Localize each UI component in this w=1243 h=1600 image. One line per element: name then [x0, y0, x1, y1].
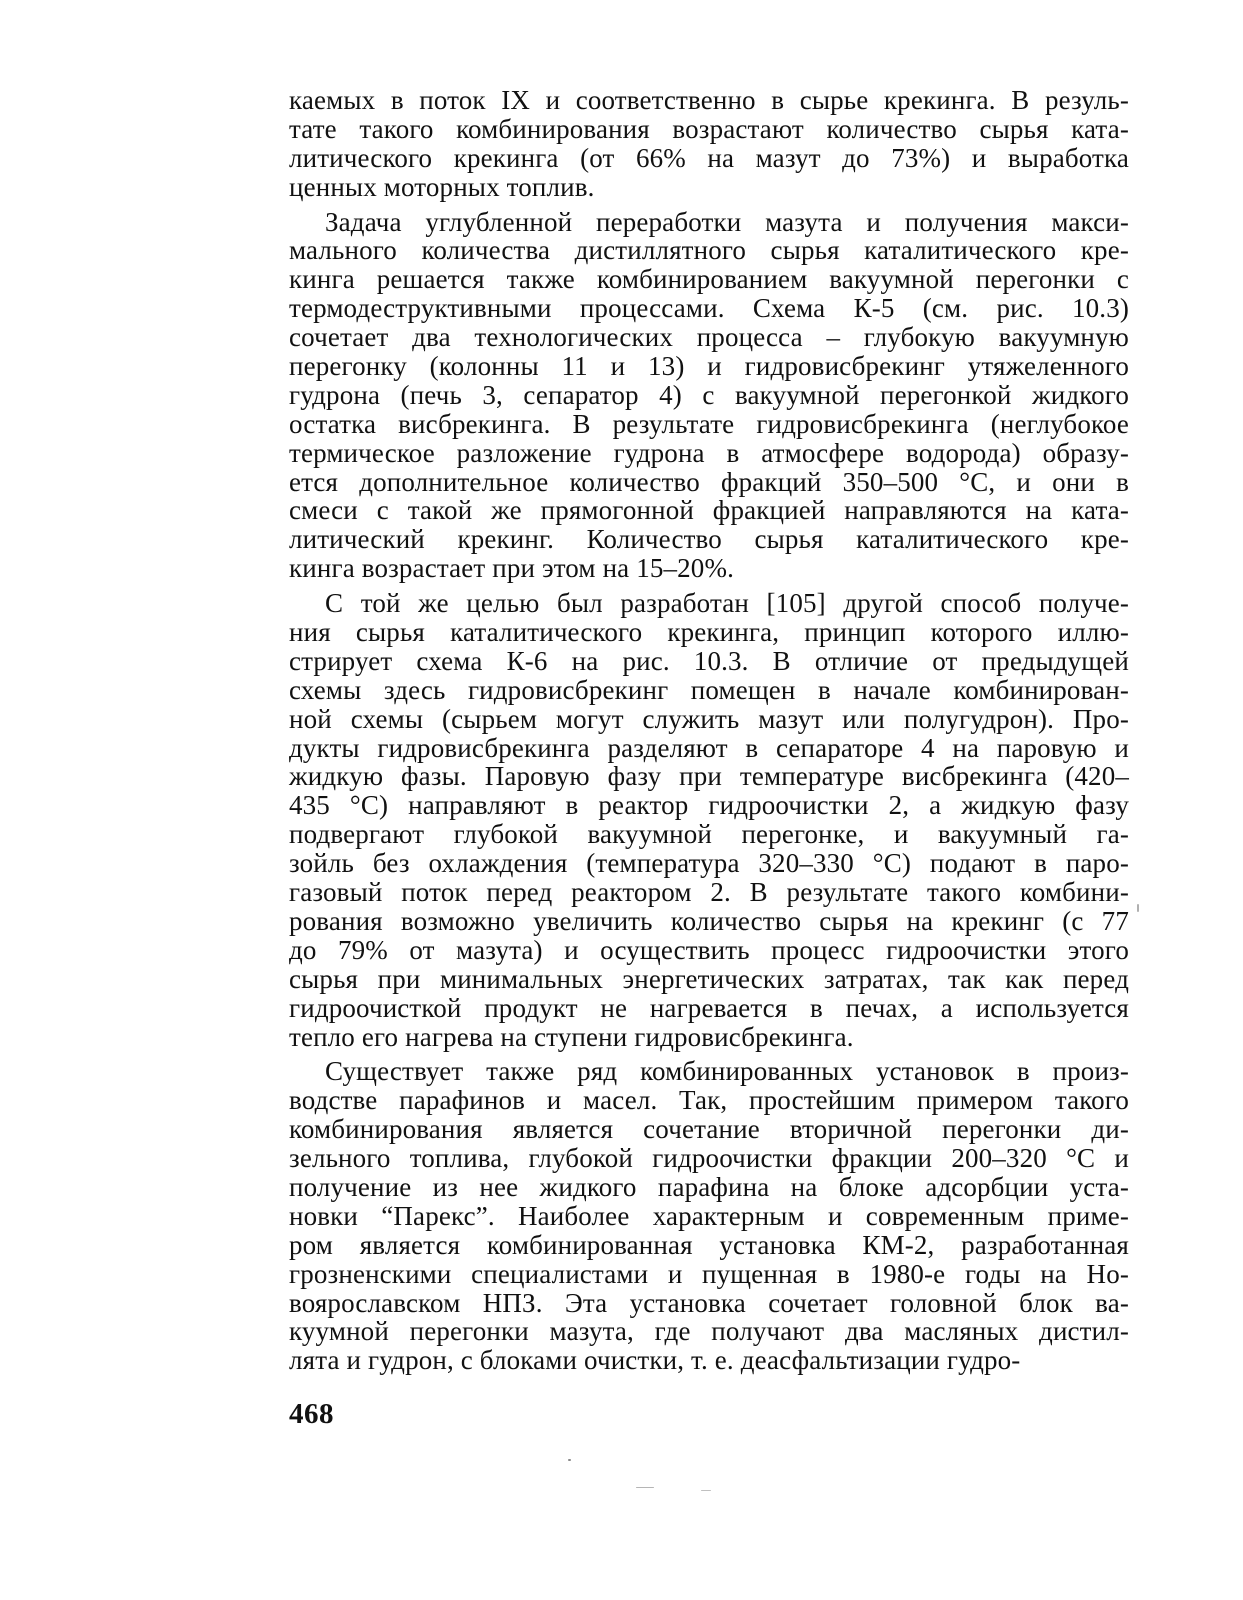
paragraph [289, 86, 1129, 202]
text-line: термодеструктивными процессами. Схема К-5 (см. рис. 10.3) [289, 293, 1129, 324]
scan-speck [636, 1487, 654, 1488]
text-line: литический крекинг. Количество сырья каталитического кре- [289, 524, 1129, 555]
paragraph [289, 208, 1129, 584]
text-line: перегонку (колонны 11 и 13) и гидровисбрекинг утяжеленного [289, 351, 1129, 382]
text-line: мального количества дистиллятного сырья каталитического кре- [289, 235, 1129, 266]
text-line: схемы здесь гидровисбрекинг помещен в начале комбинирован- [289, 674, 1129, 705]
text-line: дукты гидровисбрекинга разделяют в сепараторе 4 на паровую и [289, 732, 1129, 763]
text-line: куумной перегонки мазута, где получают два масляных дистил- [289, 1316, 1129, 1347]
text-line: зельного топлива, глубокой гидроочистки фракции 200–320 °С и [289, 1143, 1129, 1174]
text-line: водстве парафинов и масел. Так, простейшим примером такого [289, 1085, 1129, 1116]
text-line: каемых в поток IX и соответственно в сырье крекинга. В резуль- [289, 85, 1129, 115]
text-line: смеси с такой же прямогонной фракцией направляются на ката- [289, 495, 1129, 526]
text-line: новки “Парекс”. Наиболее характерным и современным приме- [289, 1200, 1129, 1231]
scan-speck [568, 1459, 571, 1461]
text-line: термическое разложение гудрона в атмосфере водорода) образу- [289, 437, 1129, 468]
text-line: тате такого комбинирования возрастают количество сырья ката- [289, 113, 1129, 144]
text-line: ценных моторных топлив. [289, 171, 595, 202]
paragraph [289, 1057, 1129, 1375]
text-line: до 79% от мазута) и осуществить процесс гидроочистки этого [289, 934, 1129, 965]
text-line: комбинирования является сочетание вторичной перегонки ди- [289, 1114, 1129, 1145]
scan-speck [701, 1490, 711, 1491]
paragraph [289, 589, 1129, 1051]
text-line: рования возможно увеличить количество сырья на крекинг (с 77 [289, 905, 1129, 936]
text-line: литического крекинга (от 66% на мазут до 73%) и выработка [289, 142, 1129, 173]
text-line: зойль без охлаждения (температура 320–330 °С) подают в паро- [289, 848, 1129, 879]
text-line: тепло его нагрева на ступени гидровисбрекинга. [289, 1021, 854, 1052]
text-line: Задача углубленной переработки мазута и получения макси- [325, 206, 1129, 237]
text-line: гидроочисткой продукт не нагревается в печах, а используется [289, 992, 1129, 1023]
page-number: 468 [289, 1398, 334, 1430]
text-line: ется дополнительное количество фракций 350–500 °С, и они в [289, 466, 1129, 497]
text-line: кинга возрастает при этом на 15–20%. [289, 553, 734, 584]
text-line: газовый поток перед реактором 2. В результате такого комбини- [289, 877, 1129, 908]
text-line: Существует также ряд комбинированных установок в произ- [325, 1056, 1129, 1087]
text-line: остатка висбрекинга. В результате гидровисбрекинга (неглубокое [289, 408, 1129, 439]
body-text [289, 86, 1129, 1381]
text-line: кинга решается также комбинированием вакуумной перегонки с [289, 264, 1129, 295]
text-line: ния сырья каталитического крекинга, принцип которого иллю- [289, 617, 1129, 648]
text-line: ром является комбинированная установка КМ-2, разработанная [289, 1229, 1129, 1260]
text-line: жидкую фазы. Паровую фазу при температуре висбрекинга (420– [289, 761, 1129, 792]
text-line: гудрона (печь 3, сепаратор 4) с вакуумной перегонкой жидкого [289, 379, 1129, 410]
text-line: стрирует схема К-6 на рис. 10.3. В отличие от предыдущей [289, 645, 1129, 676]
scan-speck [1137, 904, 1139, 912]
text-line: лята и гудрон, с блоками очистки, т. е. деасфальтизации гудро- [289, 1345, 1021, 1376]
text-line: 435 °С) направляют в реактор гидроочистки 2, а жидкую фазу [289, 790, 1129, 821]
text-line: сочетает два технологических процесса – глубокую вакуумную [289, 322, 1129, 353]
text-line: получение из нее жидкого парафина на блоке адсорбции уста- [289, 1171, 1129, 1202]
text-line: сырья при минимальных энергетических затратах, так как перед [289, 963, 1129, 994]
text-line: подвергают глубокой вакуумной перегонке, и вакуумный га- [289, 819, 1129, 850]
text-line: воярославском НПЗ. Эта установка сочетает головной блок ва- [289, 1287, 1129, 1318]
text-line: грозненскими специалистами и пущенная в 1980-е годы на Но- [289, 1258, 1129, 1289]
text-line: ной схемы (сырьем могут служить мазут или полугудрон). Про- [289, 703, 1129, 734]
text-line: С той же целью был разработан [105] другой способ получе- [325, 588, 1129, 619]
